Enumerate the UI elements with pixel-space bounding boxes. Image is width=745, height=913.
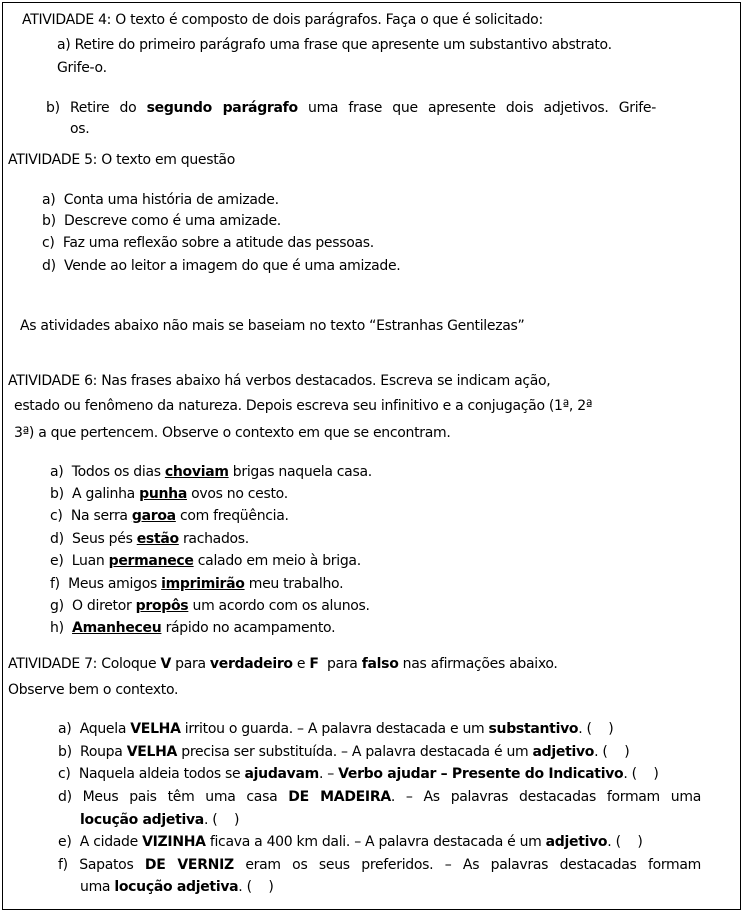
underlined-verb: permanece <box>108 553 194 569</box>
line-a5-d <box>42 257 400 275</box>
text: Observe bem o contexto. <box>8 682 179 698</box>
text: d) Seus pés <box>50 531 137 547</box>
text: para <box>318 656 362 672</box>
text: b) Descreve como é uma amizade. <box>42 213 281 229</box>
text: a) Retire do primeiro parágrafo uma frase que apresente um substantivo abstrato. <box>57 37 612 53</box>
line-a4-title <box>22 11 543 29</box>
text: . ( ) <box>623 766 659 782</box>
underlined-verb: propôs <box>135 598 189 614</box>
line-a6-a <box>50 463 372 481</box>
text: eram os seus preferidos. – As palavras destacadas formam <box>233 857 701 873</box>
bold-text: DE VERNIZ <box>144 857 234 873</box>
text: meu trabalho. <box>244 576 344 592</box>
text: Grife-o. <box>57 60 107 76</box>
text: b) A galinha <box>50 486 140 502</box>
bold-text: Verbo ajudar – Presente do Indicativo <box>338 766 624 782</box>
text: ATIVIDADE 6: Nas frases abaixo há verbos destacados. Escreva se indicam ação, <box>8 373 551 389</box>
line-a6-d <box>50 530 249 548</box>
line-a6-g <box>50 597 370 615</box>
text: e <box>292 656 310 672</box>
text: com freqüência. <box>175 508 289 524</box>
bold-text: adjetivo <box>532 744 595 760</box>
text: h) <box>50 620 73 636</box>
text: . ( ) <box>607 834 643 850</box>
bold-text: VIZINHA <box>142 834 206 850</box>
line-a7-f <box>58 856 701 874</box>
bold-text: VELHA <box>130 721 181 737</box>
text: para <box>171 656 210 672</box>
text: d) Vende ao leitor a imagem do que é uma amizade. <box>42 258 401 274</box>
line-a5-title <box>8 151 235 169</box>
text: e) Luan <box>50 553 109 569</box>
line-a6-c <box>50 507 289 525</box>
bold-text: segundo parágrafo <box>146 100 298 116</box>
text: ATIVIDADE 7: Coloque <box>8 656 161 672</box>
bold-text: DE MADEIRA <box>288 789 391 805</box>
bold-text: VELHA <box>126 744 178 760</box>
text: . ( ) <box>578 721 614 737</box>
text: uma frase que apresente dois adjetivos. Grife- <box>297 100 657 116</box>
text: rachados. <box>178 531 249 547</box>
line-a5-c <box>42 234 374 252</box>
bold-text: locução adjetiva <box>80 812 204 828</box>
bold-text: verdadeiro <box>209 656 293 672</box>
bold-text: substantivo <box>488 721 579 737</box>
line-a7-a <box>58 720 613 738</box>
text: e) A cidade <box>58 834 143 850</box>
text: calado em meio à briga. <box>193 553 361 569</box>
underlined-verb: punha <box>139 486 187 502</box>
text: f) Sapatos <box>58 857 145 873</box>
text: c) Naquela aldeia todos se <box>58 766 245 782</box>
text: . – <box>318 766 339 782</box>
text: d) Meus pais têm uma casa <box>58 789 289 805</box>
line-a7-d <box>58 788 701 806</box>
text: os. <box>70 121 90 137</box>
text: um acordo com os alunos. <box>188 598 370 614</box>
line-a4-a-cont <box>57 59 107 77</box>
bold-text: ajudavam <box>244 766 319 782</box>
text: b) Retire do <box>46 100 147 116</box>
line-a6-e <box>50 552 361 570</box>
underlined-verb: Amanheceu <box>72 620 162 636</box>
underlined-verb: estão <box>136 531 179 547</box>
line-a5-b <box>42 212 281 230</box>
line-a4-a <box>57 36 612 54</box>
line-a7-f-cont <box>80 878 274 896</box>
line-a7-d-cont <box>80 811 239 829</box>
text: c) Faz uma reflexão sobre a atitude das pessoas. <box>42 235 374 251</box>
bold-text: F <box>309 656 319 672</box>
line-a6-h <box>50 619 335 637</box>
text: irritou o guarda. – A palavra destacada e um <box>180 721 489 737</box>
underlined-verb: garoa <box>131 508 176 524</box>
line-a7-e <box>58 833 643 851</box>
text: ATIVIDADE 4: O texto é composto de dois parágrafos. Faça o que é solicitado: <box>22 12 543 28</box>
line-a6-title-3 <box>14 424 450 442</box>
text: a) Todos os dias <box>50 464 165 480</box>
underlined-verb: choviam <box>164 464 229 480</box>
text: rápido no acampamento. <box>161 620 336 636</box>
line-a7-b <box>58 743 629 761</box>
text: b) Roupa <box>58 744 127 760</box>
text: ATIVIDADE 5: O texto em questão <box>8 152 235 168</box>
line-a7-title-2 <box>8 681 178 699</box>
text: 3ª) a que pertencem. Observe o contexto em que se encontram. <box>14 425 451 441</box>
bold-text: falso <box>361 656 399 672</box>
text: nas afirmações abaixo. <box>398 656 558 672</box>
text: . ( ) <box>203 812 240 828</box>
bold-text: V <box>160 656 172 672</box>
line-a6-title-1 <box>8 372 550 390</box>
text: . ( ) <box>238 879 274 895</box>
text: a) Aquela <box>58 721 131 737</box>
bold-text: locução adjetiva <box>114 879 239 895</box>
text: ovos no cesto. <box>186 486 288 502</box>
line-a7-c <box>58 765 659 783</box>
text: brigas naquela casa. <box>228 464 372 480</box>
text: a) Conta uma história de amizade. <box>42 192 279 208</box>
text: estado ou fenômeno da natureza. Depois escreva seu infinitivo e a conjugação (1ª, 2ª <box>14 398 593 414</box>
text: . – As palavras destacadas formam uma <box>390 789 701 805</box>
bold-text: adjetivo <box>545 834 608 850</box>
text: f) Meus amigos <box>50 576 162 592</box>
text: As atividades abaixo não mais se baseiam no texto “Estranhas Gentilezas” <box>20 318 525 334</box>
text: g) O diretor <box>50 598 136 614</box>
line-a4-b <box>46 99 656 117</box>
line-a7-title-1 <box>8 655 558 673</box>
line-a6-b <box>50 485 288 503</box>
line-note <box>20 317 525 335</box>
line-a6-title-2 <box>14 397 592 415</box>
text: uma <box>80 879 115 895</box>
underlined-verb: imprimirão <box>161 576 245 592</box>
text: ficava a 400 km dali. – A palavra destacada é um <box>205 834 546 850</box>
text: c) Na serra <box>50 508 132 524</box>
line-a6-f <box>50 575 343 593</box>
line-a5-a <box>42 191 279 209</box>
text: precisa ser substituída. – A palavra destacada é um <box>177 744 533 760</box>
text: . ( ) <box>594 744 630 760</box>
line-a4-b-cont <box>70 120 89 138</box>
